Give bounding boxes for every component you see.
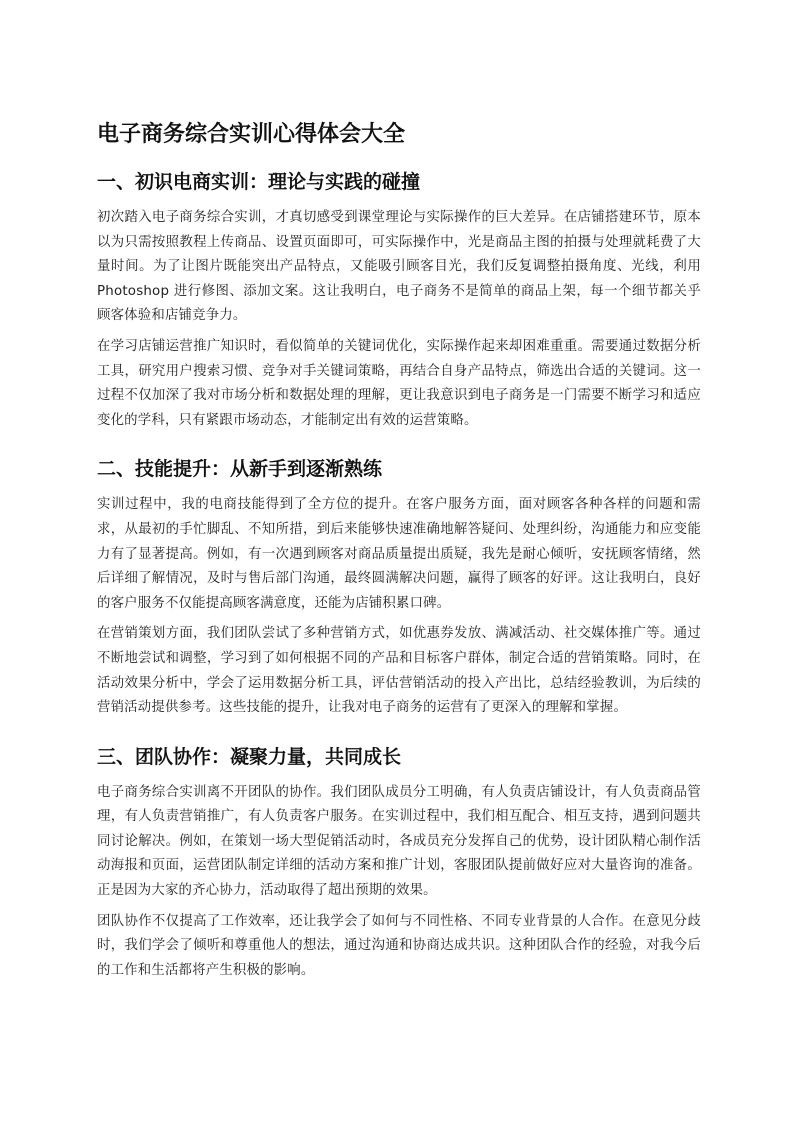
section-3 [97,743,701,984]
section-3-paragraph-1: 电子商务综合实训离不开团队的协作。我们团队成员分工明确，有人负责店铺设计，有人负责商品管理，有人负责营销推广，有人负责客户服务。在实训过程中，我们相互配合、相互支持，遇到问题共同讨论解决。例如，在策划一场大型促销活动时，各成员充分发挥自己的优势，设计团队精心制作活动海报和页面，运营团队制定详细的活动方案和推广计划，客服团队提前做好应对大量咨询的准备。正是因为大家的齐心协力，活动取得了超出预期的效果。 [97,784,701,899]
section-2-paragraph-2: 在营销策划方面，我们团队尝试了多种营销方式，如优惠券发放、满减活动、社交媒体推广等。通过不断地尝试和调整，学习到了如何根据不同的产品和目标客户群体，制定合适的营销策略。同时，在活动效果分析中，学会了运用数据分析工具，评估营销活动的投入产出比，总结经验教训，为后续的营销活动提供参考。这些技能的提升，让我对电子商务的运营有了更深入的理解和掌握。 [97,626,701,716]
section-2-heading: 二、技能提升：从新手到逐渐熟练 [97,458,383,481]
section-2-paragraph-1: 实训过程中，我的电商技能得到了全方位的提升。在客户服务方面，面对顾客各种各样的问题和需求，从最初的手忙脚乱、不知所措，到后来能够快速准确地解答疑问、处理纠纷，沟通能力和应变能力有了显著提高。例如，有一次遇到顾客对商品质量提出质疑，我先是耐心倾听，安抚顾客情绪，然后详细了解情况，及时与售后部门沟通，最终圆满解决问题，赢得了顾客的好评。这让我明白，良好的客户服务不仅能提高顾客满意度，还能为店铺积累口碑。 [97,497,701,611]
section-1-paragraph-1: 初次踏入电子商务综合实训，才真切感受到课堂理论与实际操作的巨大差异。在店铺搭建环节，原本以为只需按照教程上传商品、设置页面即可，可实际操作中，光是商品主图的拍摄与处理就耗费了大量时间。为了让图片既能突出产品特点，又能吸引顾客目光，我们反复调整拍摄角度、光线，利用 Photoshop 进行修图、添加文案。这让我明白，电子商务不是简单的商品上架，每一个细节都关乎顾客体验和店铺竞争力。 [97,210,701,324]
section-2 [97,455,701,720]
section-3-paragraph-2: 团队协作不仅提高了工作效率，还让我学会了如何与不同性格、不同专业背景的人合作。在意见分歧时，我们学会了倾听和尊重他人的想法，通过沟通和协商达成共识。这种团队合作的经验，对我今后的工作和生活都将产生积极的影响。 [97,913,701,978]
section-1-paragraph-2: 在学习店铺运营推广知识时，看似简单的关键词优化，实际操作起来却困难重重。需要通过数据分析工具，研究用户搜索习惯、竞争对手关键词策略，再结合自身产品特点，筛选出合适的关键词。这一过程不仅加深了我对市场分析和数据处理的理解，更让我意识到电子商务是一门需要不断学习和适应变化的学科，只有紧跟市场动态，才能制定出有效的运营策略。 [97,338,701,428]
section-3-heading: 三、团队协作：凝聚力量，共同成长 [97,745,402,768]
document-title: 电子商务综合实训心得体会大全 [97,122,406,147]
document-page [97,118,701,989]
section-1-heading: 一、初识电商实训：理论与实践的碰撞 [97,171,421,193]
section-1 [97,168,701,433]
